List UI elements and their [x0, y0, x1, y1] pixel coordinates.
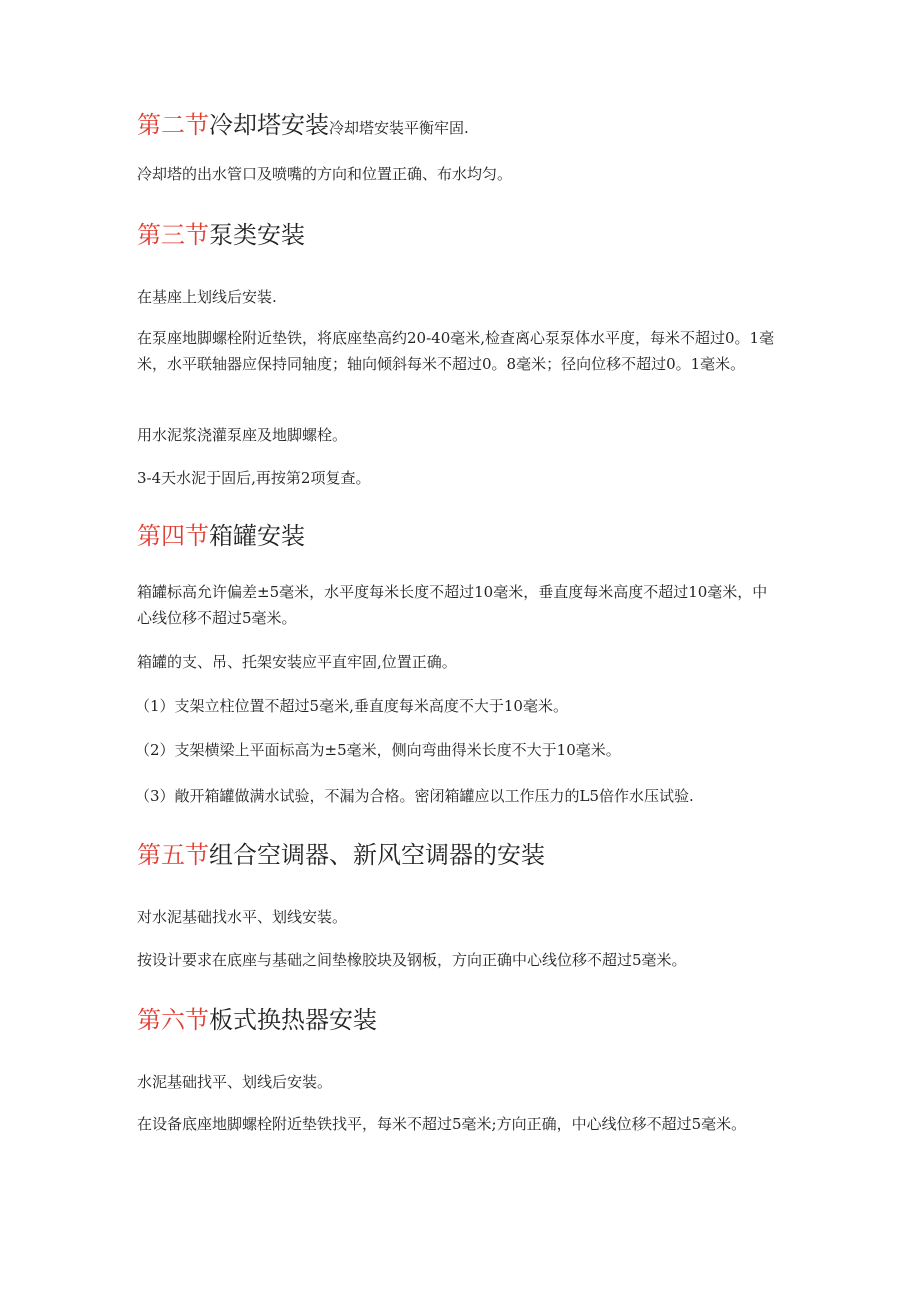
paragraph: 水泥基础找平、划线后安装。 [137, 1073, 333, 1091]
paragraph: 在泵座地脚螺栓附近垫铁，将底座垫高约20-40毫米,检查离心泵泵体水平度，每米不超过0。1毫米，水平联轴器应保持同轴度；轴向倾斜每米不超过0。8毫米；径向位移不超过0。1毫米。 [137, 329, 775, 373]
list-item: （3）敞开箱罐做满水试验，不漏为合格。密闭箱罐应以工作压力的L5倍作水压试验. [135, 787, 694, 805]
section-title: 冷却塔安装 [209, 111, 329, 139]
list-item: （1）支架立柱位置不超过5毫米,垂直度每米高度不大于10毫米。 [135, 697, 568, 715]
section-heading [137, 110, 469, 143]
paragraph: 在基座上划线后安装. [137, 288, 277, 306]
section-heading [137, 840, 545, 870]
paragraph: 用水泥浆浇灌泵座及地脚螺栓。 [137, 426, 348, 444]
section-number: 第四节 [137, 522, 209, 550]
section-number: 第二节 [137, 111, 209, 139]
section-heading [137, 1005, 377, 1035]
paragraph: 冷却塔的出水管口及喷嘴的方向和位置正确、布水均匀。 [137, 165, 513, 183]
section-heading [137, 220, 305, 250]
section-title: 板式换热器安装 [209, 1006, 377, 1034]
paragraph: 3-4天水泥于固后,再按第2项复查。 [137, 469, 371, 487]
section-number: 第三节 [137, 221, 209, 249]
section-heading [137, 521, 305, 551]
section-title: 泵类安装 [209, 221, 305, 249]
paragraph: 箱罐标高允许偏差±5毫米，水平度每米长度不超过10毫米，垂直度每米高度不超过10毫米，中心线位移不超过5毫米。 [137, 583, 768, 627]
list-item: （2）支架横梁上平面标高为±5毫米，侧向弯曲得米长度不大于10毫米。 [135, 741, 621, 759]
section-number: 第五节 [137, 841, 209, 869]
paragraph: 按设计要求在底座与基础之间垫橡胶块及钢板，方向正确中心线位移不超过5毫米。 [137, 951, 687, 969]
section-inline-text: 冷却塔安装平衡牢固. [329, 119, 469, 137]
paragraph: 对水泥基础找水平、划线安装。 [137, 908, 348, 926]
section-number: 第六节 [137, 1006, 209, 1034]
section-title: 箱罐安装 [209, 522, 305, 550]
paragraph: 在设备底座地脚螺栓附近垫铁找平，每米不超过5毫米;方向正确，中心线位移不超过5毫米。 [137, 1115, 747, 1133]
section-title: 组合空调器、新风空调器的安装 [209, 841, 545, 869]
paragraph: 箱罐的支、吊、托架安装应平直牢固,位置正确。 [137, 653, 457, 671]
